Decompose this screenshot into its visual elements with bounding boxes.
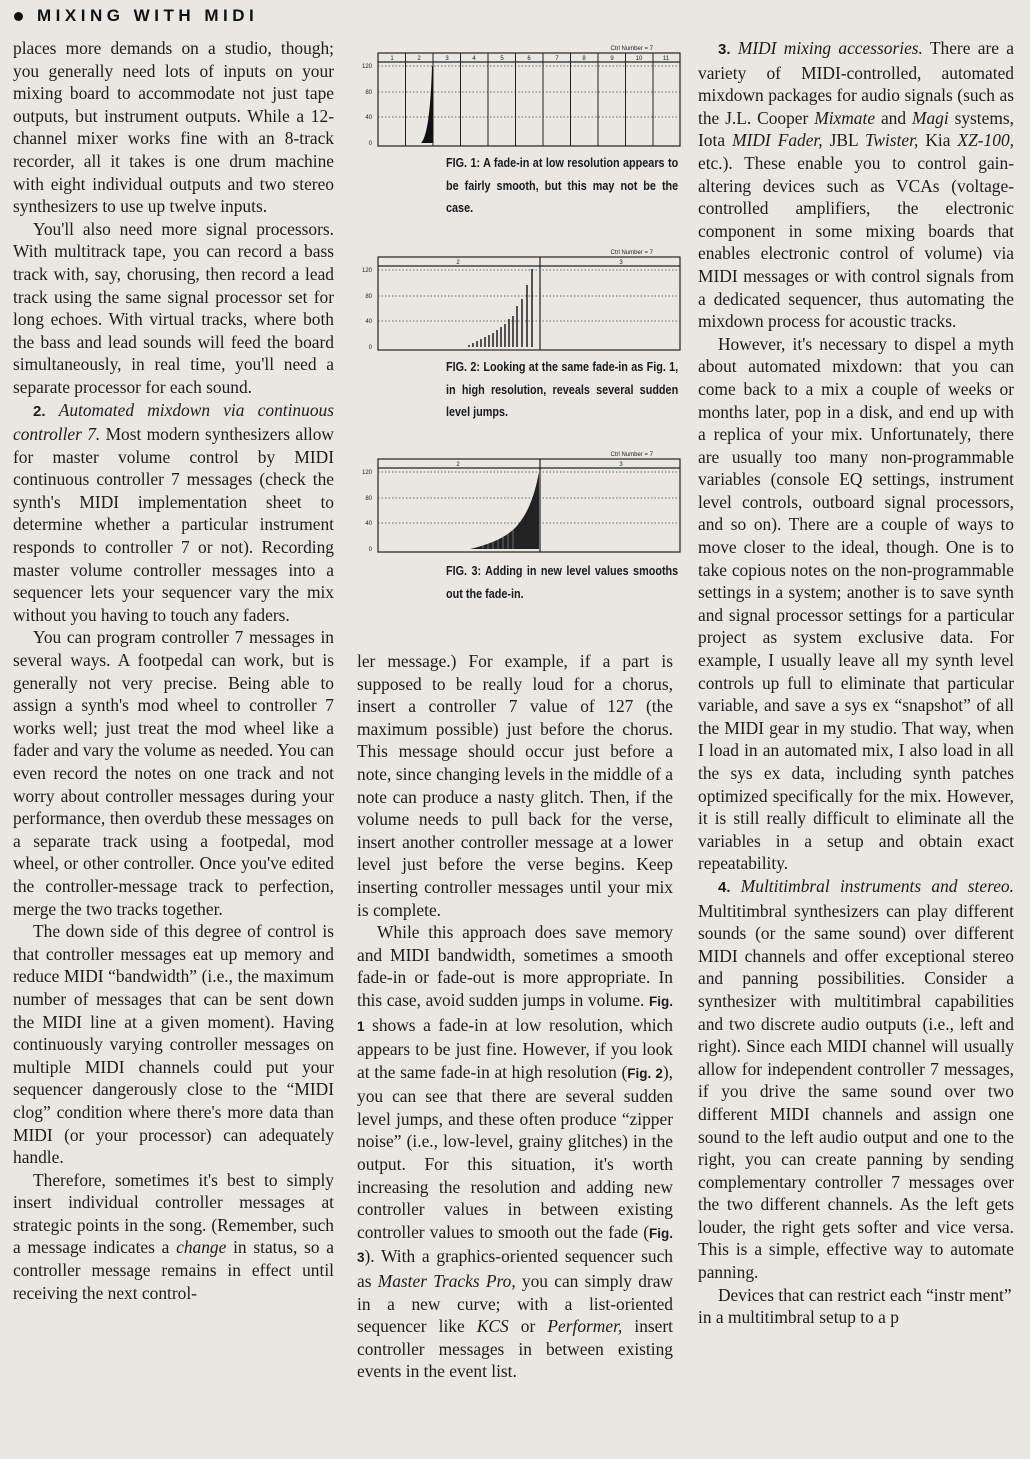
product-name: KCS bbox=[476, 1316, 509, 1337]
section-title: MIXING WITH MIDI bbox=[37, 6, 259, 25]
svg-text:40: 40 bbox=[365, 319, 372, 325]
svg-text:6: 6 bbox=[527, 56, 531, 62]
column-1 bbox=[13, 37, 334, 1304]
paragraph-text: ). With a graphics-oriented sequencer such as bbox=[357, 1246, 673, 1292]
svg-text:3: 3 bbox=[619, 260, 623, 266]
figure-1-reference: Fig. 1 bbox=[357, 993, 673, 1034]
product-name: Mixmate bbox=[814, 107, 876, 128]
paragraph bbox=[13, 399, 334, 627]
paragraph-text: and bbox=[875, 107, 912, 128]
paragraph bbox=[698, 37, 1014, 333]
paragraph-text: or bbox=[508, 1316, 548, 1337]
product-name: MIDI Fader, bbox=[732, 130, 823, 151]
emphasis: change bbox=[176, 1237, 227, 1258]
svg-text:2: 2 bbox=[456, 260, 460, 266]
svg-text:2: 2 bbox=[417, 56, 421, 62]
figure-1-chart bbox=[358, 44, 683, 150]
product-name: XZ-100, bbox=[957, 130, 1014, 151]
paragraph: places more demands on a studio, though; you generally need lots of inputs on your mixing board to accommodate not just tape outputs, but instrument outputs. While a 12-channel mixer works fine with an 8-track recorder, all it takes is one drum machine with eight individual outputs and two stereo synthesizers to use up twelve inputs. bbox=[13, 38, 334, 217]
svg-text:Ctrl Number = 7: Ctrl Number = 7 bbox=[610, 46, 653, 52]
figure-3-chart bbox=[358, 450, 683, 556]
figure-3-reference: Fig. 3 bbox=[357, 1225, 673, 1266]
svg-text:3: 3 bbox=[619, 462, 623, 468]
svg-text:3: 3 bbox=[445, 56, 449, 62]
paragraph-text: etc.). These enable you to control gain-altering devices such as VCAs (voltage-controlled amplifiers, the electronic component in some mixing boards that enables electronic control of volume) via MIDI messages or with control signals from a dedicated sequencer, thus automating the mixdown process for acoustic tracks. bbox=[698, 152, 1014, 332]
product-name: Master Tracks Pro, bbox=[377, 1271, 516, 1292]
paragraph bbox=[13, 1169, 334, 1305]
paragraph-text: in status, so a controller message remains in effect until receiving the next control- bbox=[13, 1237, 334, 1303]
paragraph-text: There are a variety of MIDI-controlled, automated mixdown packages for audio signals (such as the J.L. Cooper bbox=[698, 38, 1014, 128]
svg-text:120: 120 bbox=[361, 64, 372, 70]
product-name: Magi bbox=[911, 107, 949, 128]
paragraph-text: Multitimbral synthesizers can play different sounds (or the same sound) over different MIDI channels and offer exceptional stereo and panning possibilities. Consider a synthesizer with multitimbral capabilities and two discrete audio outputs (i.e., left and right). Since each MIDI channel will usually allow for independent controller 7 messages, if you drive the same sound over two different MIDI channels and assign one sound to the left audio output and one to the right, you can create panning by sending complementary controller 7 messages over the two different channels. As the left gets louder, the right gets softer and vice versa. This is a simple, effective way to automate panning. bbox=[698, 900, 1014, 1283]
figure-3-caption: FIG. 3: Adding in new level values smooths out the fade-in. bbox=[446, 564, 679, 601]
section-header bbox=[14, 6, 258, 26]
product-name: Performer, bbox=[547, 1316, 623, 1337]
paragraph-text: systems, Iota bbox=[698, 107, 1014, 151]
figure-2-chart bbox=[358, 248, 683, 354]
item-number: 4. bbox=[718, 878, 731, 896]
paragraph: You can program controller 7 messages in several ways. A footpedal can work, but is generally not very precise. Being able to assign a synth's mod wheel to controller 7 works well; just treat the mod wheel like a fader and vary the volume as needed. You can even record the notes on one track and not worry about controller messages during your performance, then overdub these messages on a separate track using a footpedal, mod wheel, or other controller. Once you've edited the controller-message track to perfection, merge the two tracks together. bbox=[13, 627, 334, 919]
figure-2-reference: Fig. 2 bbox=[627, 1065, 663, 1081]
svg-text:0: 0 bbox=[368, 547, 372, 553]
svg-text:80: 80 bbox=[365, 90, 372, 96]
figure-2-caption: FIG. 2: Looking at the same fade-in as Fig. 1, in high resolution, reveals several sudden level jumps. bbox=[446, 360, 679, 419]
svg-text:4: 4 bbox=[472, 56, 476, 62]
svg-text:40: 40 bbox=[365, 115, 372, 121]
svg-text:11: 11 bbox=[662, 56, 670, 62]
item-heading-tail: 7. bbox=[81, 424, 101, 445]
paragraph: However, it's necessary to dispel a myth about automated mixdown: that you can come back to a mix a couple of weeks or months later, pop in a disk, and end up with a replica of your mix. Unfortunately, there are usually too many non-programmable variables (console EQ settings, instrument level controls, outboard signal processors, and so on). There are a couple of ways to move closer to the ideal, though. One is to take copious notes on the non-programmable settings in a system; another is to save synth and signal processor settings for a particular project as system exclusive data. For example, I usually leave all my synth level controls up full to eliminate that particular variable, and save a sys ex “snapshot” of all the MIDI gear in my studio. That way, when I load in an automated mix, I also load in all the sys ex data, including synth patches optimized specifically for the mix. However, it is still really difficult to eliminate all the variables in a setup and obtain exact repeatability. bbox=[698, 333, 1014, 874]
svg-text:80: 80 bbox=[365, 496, 372, 502]
svg-text:120: 120 bbox=[361, 268, 372, 274]
paragraph-text: ), you can see that there are several sudden level jumps, and these often produce “zipper noise” (i.e., low-level, grainy glitches) in the output. For this situation, it's worth increasing the resolution and adding new controller values in between existing controller values to smooth out the fade ( bbox=[357, 1061, 673, 1242]
paragraph-text: you can simply draw in a new curve; with a list-oriented sequencer like bbox=[357, 1271, 673, 1337]
paragraph-text: While this approach does save memory and MIDI bandwidth, sometimes a smooth fade-in or fade-out is more appropriate. In this case, avoid sudden jumps in volume. bbox=[357, 922, 673, 1010]
paragraph-text: insert controller messages in between existing events in the event list. bbox=[357, 1316, 673, 1382]
svg-text:9: 9 bbox=[610, 56, 614, 62]
paragraph bbox=[698, 875, 1014, 1284]
svg-text:0: 0 bbox=[368, 345, 372, 351]
item-heading: Multitimbral instruments and stereo. bbox=[740, 875, 1014, 896]
svg-text:10: 10 bbox=[635, 56, 643, 62]
svg-text:0: 0 bbox=[368, 141, 372, 147]
item-heading: MIDI mixing accessories. bbox=[737, 38, 923, 58]
paragraph-text: shows a fade-in at low resolution, which appears to be just fine. However, if you look at the same fade-in at high resolution ( bbox=[357, 1014, 673, 1082]
column-3 bbox=[698, 37, 1014, 1329]
paragraph-text: Most modern synthesizers allow for master volume control by MIDI continuous controller 7 messages (check the synth's MIDI implementation sheet to determine whether a particular instrument responds to controller 7 or not). Recording master volume controller messages into a sequencer lets your sequencer vary the mix without you having to touch any faders. bbox=[13, 424, 334, 625]
bullet-icon bbox=[14, 12, 23, 21]
item-number: 3. bbox=[718, 41, 731, 58]
paragraph: You'll also need more signal processors. With multitrack tape, you can record a bass track with, say, chorusing, then record a lead track using the same signal processor set for long echoes. With virtual tracks, where both the bass and lead sounds will feed the board simultaneously, in real time, you'll need a separate processor for each sound. bbox=[13, 218, 334, 397]
item-heading: Automated mixdown via continuous controller bbox=[13, 399, 334, 445]
paragraph bbox=[357, 921, 673, 1383]
svg-text:2: 2 bbox=[456, 462, 460, 468]
svg-text:5: 5 bbox=[500, 56, 504, 62]
product-name: Twister, bbox=[865, 130, 919, 151]
svg-text:120: 120 bbox=[361, 470, 372, 476]
paragraph: The down side of this degree of control is that controller messages eat up memory and reduce MIDI “bandwidth” (i.e., the maximum number of messages that can be sent down the MIDI line at a given moment). Having continuously varying controller messages on multiple MIDI channels could put your sequencer dangerously close to the “MIDI clog” condition where there's more data than MIDI (or your processor) can adequately handle. bbox=[13, 921, 334, 1168]
paragraph-text: Kia bbox=[918, 130, 958, 151]
figure-1-caption: FIG. 1: A fade-in at low resolution appears to be fairly smooth, but this may not be the case. bbox=[446, 156, 679, 215]
paragraph: Devices that can restrict each “instr ment” in a multitimbral setup to a p bbox=[698, 1284, 1012, 1328]
svg-text:40: 40 bbox=[365, 521, 372, 527]
paragraph-text: Therefore, sometimes it's best to simply insert individual controller messages at strategic points in the song. (Remember, such a message indicates a bbox=[13, 1169, 334, 1258]
paragraph: ler message.) For example, if a part is supposed to be really loud for a chorus, insert a controller 7 value of 127 (the maximum possible) just before the chorus. This message should occur just before a note, since changing levels in the middle of a note can produce a nasty glitch. Then, if the volume needs to pull back for the verse, insert another controller message at a lower level just before the verse begins. Keep inserting controller messages until your mix is complete. bbox=[357, 651, 673, 920]
svg-text:8: 8 bbox=[582, 56, 586, 62]
svg-text:7: 7 bbox=[555, 56, 559, 62]
column-2 bbox=[357, 650, 673, 1383]
svg-text:1: 1 bbox=[390, 56, 394, 62]
svg-text:Ctrl Number = 7: Ctrl Number = 7 bbox=[610, 452, 653, 458]
svg-text:Ctrl Number = 7: Ctrl Number = 7 bbox=[610, 250, 653, 256]
svg-text:80: 80 bbox=[365, 294, 372, 300]
paragraph-text: JBL bbox=[822, 130, 865, 151]
item-number: 2. bbox=[33, 402, 46, 420]
